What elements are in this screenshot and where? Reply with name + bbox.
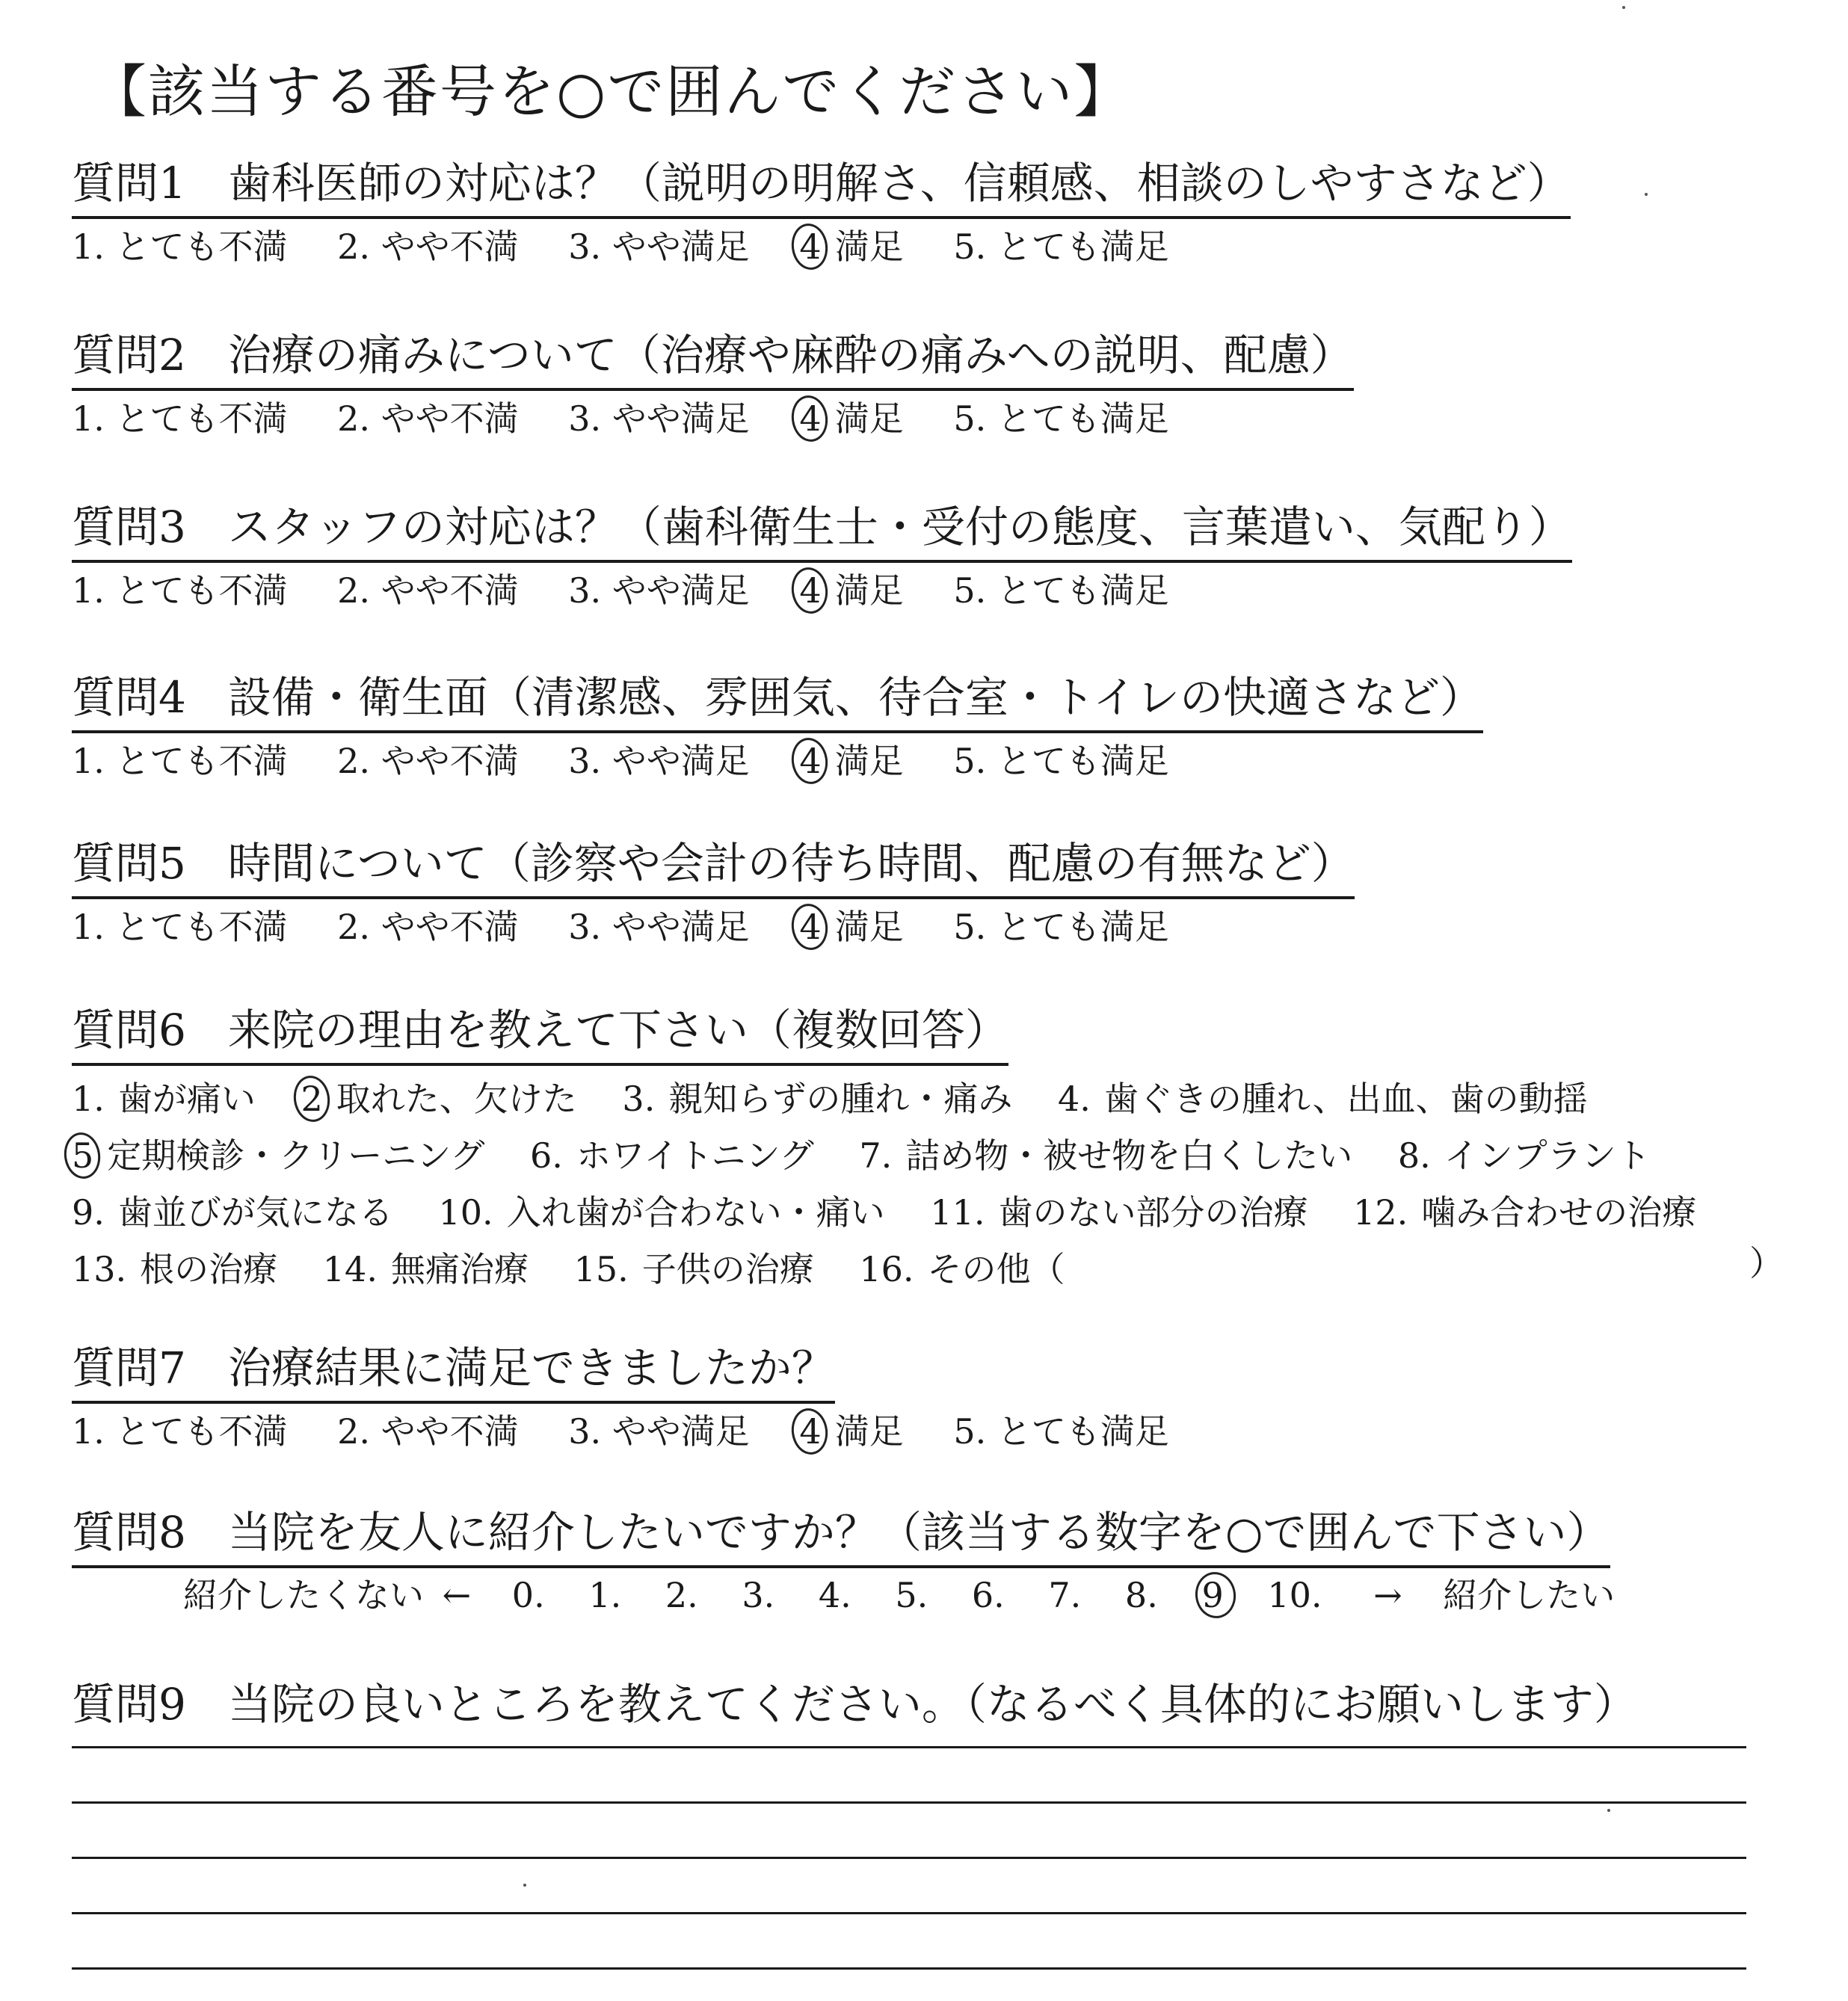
scale-value[interactable]: 4.	[818, 1575, 851, 1615]
question-number: 質問8	[72, 1507, 186, 1558]
arrow-left-icon: ←	[442, 1575, 472, 1615]
q6-option-9[interactable]	[72, 1184, 393, 1241]
q6-option-3[interactable]	[622, 1070, 1012, 1127]
option-5[interactable]: 5. とても満足	[953, 1411, 1169, 1452]
question-heading	[72, 325, 1354, 391]
q6-option-11[interactable]	[930, 1184, 1308, 1241]
answer-line[interactable]	[72, 1967, 1746, 1970]
option-label: 満足	[834, 570, 904, 611]
q6-row-3	[72, 1184, 1731, 1241]
option-number: 6.	[530, 1135, 563, 1176]
option-4-circled[interactable]	[799, 223, 903, 270]
question-heading	[72, 833, 1355, 899]
scan-speck	[523, 1884, 526, 1887]
scan-speck	[1607, 1809, 1610, 1812]
question-6	[72, 1000, 1731, 1298]
question-text: 時間について（診察や会計の待ち時間、配慮の有無など）	[227, 838, 1355, 889]
question-heading	[72, 1338, 835, 1404]
rating-options	[72, 904, 1355, 950]
scale-value[interactable]: 5.	[895, 1575, 928, 1615]
q6-row-2	[72, 1127, 1731, 1184]
option-label: 歯のない部分の治療	[998, 1192, 1308, 1233]
option-number: 4	[799, 570, 822, 611]
question-number: 質問3	[72, 502, 186, 552]
option-4-circled[interactable]	[799, 904, 903, 950]
option-number: 8.	[1397, 1135, 1431, 1176]
answer-line[interactable]	[72, 1857, 1746, 1859]
option-5[interactable]: 5. とても満足	[953, 398, 1169, 439]
option-number: 15.	[573, 1249, 629, 1289]
option-5[interactable]: 5. とても満足	[953, 570, 1169, 611]
scale-value-circled[interactable]	[1201, 1575, 1223, 1615]
option-1[interactable]: 1. とても不満	[72, 226, 288, 267]
option-2[interactable]: 2. やや不満	[337, 226, 519, 267]
option-2[interactable]: 2. やや不満	[337, 570, 519, 611]
recommend-scale	[183, 1568, 1615, 1618]
question-heading	[72, 497, 1572, 563]
option-4-circled[interactable]	[799, 567, 903, 614]
question-text: 治療結果に満足できましたか？	[227, 1342, 835, 1393]
option-number: 2	[301, 1079, 323, 1119]
option-1[interactable]: 1. とても不満	[72, 398, 288, 439]
option-number: 9.	[72, 1192, 105, 1233]
question-8	[72, 1502, 1610, 1568]
q6-option-7[interactable]	[859, 1127, 1352, 1184]
option-3[interactable]: 3. やや満足	[568, 907, 750, 947]
option-5[interactable]: 5. とても満足	[953, 907, 1169, 947]
question-5	[72, 833, 1355, 950]
scan-speck	[1622, 6, 1625, 9]
option-number: 11.	[930, 1192, 985, 1233]
option-4-circled[interactable]	[799, 395, 903, 442]
option-label: 取れた、欠けた	[336, 1079, 577, 1119]
option-number: 5	[72, 1135, 94, 1176]
option-label: 満足	[834, 741, 904, 781]
question-text: 当院を友人に紹介したいですか？（該当する数字を○で囲んで下さい）	[227, 1507, 1610, 1558]
question-number: 質問6	[72, 1005, 186, 1055]
option-2[interactable]: 2. やや不満	[337, 1411, 519, 1452]
question-text: 設備・衛生面（清潔感、雰囲気、待合室・トイレの快適さなど）	[227, 672, 1484, 723]
question-number: 質問9	[72, 1679, 186, 1730]
q6-option-16-other[interactable]	[859, 1241, 1065, 1298]
option-label: インプラント	[1444, 1135, 1651, 1176]
option-1[interactable]: 1. とても不満	[72, 570, 288, 611]
question-heading	[72, 1674, 1637, 1734]
scan-speck	[1645, 193, 1648, 196]
option-number: 7.	[859, 1135, 893, 1176]
option-label: 満足	[834, 398, 904, 439]
option-number: 13.	[72, 1249, 127, 1289]
option-2[interactable]: 2. やや不満	[337, 907, 519, 947]
option-number: 1.	[72, 1079, 105, 1119]
rating-options	[72, 223, 1571, 270]
question-number: 質問1	[72, 158, 186, 209]
question-3	[72, 497, 1572, 614]
answer-line[interactable]	[72, 1912, 1746, 1914]
question-number: 質問4	[72, 672, 186, 723]
option-number: 14.	[322, 1249, 378, 1289]
option-number: 12.	[1353, 1192, 1408, 1233]
question-heading	[72, 153, 1571, 219]
question-7	[72, 1338, 1208, 1455]
option-1[interactable]: 1. とても不満	[72, 1411, 288, 1452]
option-label: 子供の治療	[641, 1249, 814, 1289]
q6-option-1[interactable]	[72, 1070, 256, 1127]
rating-options	[72, 738, 1483, 784]
option-4-circled[interactable]	[799, 738, 903, 784]
scale-value[interactable]: 10.	[1267, 1575, 1322, 1615]
rating-options	[72, 1408, 1208, 1455]
option-5[interactable]: 5. とても満足	[953, 226, 1169, 267]
rating-options	[72, 567, 1572, 614]
option-label: 無痛治療	[390, 1249, 529, 1289]
question-2	[72, 325, 1354, 442]
question-number: 質問7	[72, 1342, 186, 1393]
option-number: 4.	[1057, 1079, 1091, 1119]
arrow-right-icon: →	[1373, 1575, 1402, 1615]
question-text: 当院の良いところを教えてください。（なるべく具体的にお願いします）	[227, 1679, 1637, 1730]
q6-option-12[interactable]	[1353, 1184, 1696, 1241]
answer-line[interactable]	[72, 1746, 1746, 1748]
option-label: 満足	[834, 1411, 904, 1452]
option-label: その他（	[927, 1249, 1065, 1289]
option-number: 9	[1201, 1575, 1224, 1615]
q6-option-15[interactable]	[574, 1241, 814, 1298]
option-label: 満足	[834, 907, 904, 947]
question-heading	[72, 1502, 1610, 1568]
question-heading	[72, 1000, 1008, 1066]
scale-right-label: 紹介したい	[1443, 1575, 1616, 1615]
option-label: 親知らずの腫れ・痛み	[668, 1079, 1013, 1119]
option-label: 歯が痛い	[117, 1079, 256, 1119]
scale-value[interactable]: 8.	[1124, 1575, 1158, 1615]
question-4	[72, 667, 1483, 784]
question-text: 治療の痛みについて（治療や麻酔の痛みへの説明、配慮）	[227, 330, 1354, 380]
option-3[interactable]: 3. やや満足	[568, 570, 750, 611]
question-number: 質問5	[72, 838, 186, 889]
option-label: 定期検診・クリーニング	[107, 1135, 485, 1176]
option-label: 歯並びが気になる	[117, 1192, 393, 1233]
scale-value[interactable]: 6.	[971, 1575, 1005, 1615]
option-4-circled[interactable]	[799, 1408, 903, 1455]
q6-row-4	[72, 1241, 1731, 1298]
answer-line[interactable]	[72, 1801, 1746, 1804]
option-3[interactable]: 3. やや満足	[568, 398, 750, 439]
option-1[interactable]: 1. とても不満	[72, 741, 288, 781]
option-number: 4	[799, 226, 822, 267]
option-number: 4	[799, 1411, 822, 1452]
rating-options	[72, 395, 1354, 442]
option-number: 10.	[438, 1192, 493, 1233]
option-label: ホワイトニング	[576, 1135, 814, 1176]
q6-option-10[interactable]	[439, 1184, 885, 1241]
q6-option-14[interactable]	[323, 1241, 529, 1298]
question-1	[72, 153, 1571, 270]
scale-left-label: 紹介したくない	[183, 1575, 424, 1615]
q6-option-6[interactable]	[530, 1127, 814, 1184]
option-2[interactable]: 2. やや不満	[337, 741, 519, 781]
option-number: 4	[799, 398, 822, 439]
question-text: 歯科医師の対応は？（説明の明解さ、信頼感、相談のしやすさなど）	[227, 158, 1571, 209]
option-number: 4	[799, 741, 822, 781]
option-number: 4	[799, 907, 822, 947]
option-label: 満足	[834, 226, 904, 267]
option-number: 3.	[622, 1079, 656, 1119]
option-label: 歯ぐきの腫れ、出血、歯の動揺	[1103, 1079, 1588, 1119]
other-paren-close: ）	[1749, 1243, 1784, 1283]
question-text: 来院の理由を教えて下さい（複数回答）	[227, 1005, 1008, 1055]
option-label: 噛み合わせの治療	[1421, 1192, 1697, 1233]
option-label: 入れ歯が合わない・痛い	[506, 1192, 885, 1233]
option-3[interactable]: 3. やや満足	[568, 741, 750, 781]
option-3[interactable]: 3. やや満足	[568, 1411, 750, 1452]
question-heading	[72, 667, 1483, 733]
page-title: 【該当する番号を○で囲んでください】	[90, 58, 1133, 125]
q6-row-1	[72, 1070, 1731, 1127]
option-3[interactable]: 3. やや満足	[568, 226, 750, 267]
scale-value[interactable]: 0.	[511, 1575, 545, 1615]
option-5[interactable]: 5. とても満足	[953, 741, 1169, 781]
question-text: スタッフの対応は？（歯科衛生士・受付の態度、言葉遣い、気配り）	[227, 502, 1572, 552]
scale-value[interactable]: 7.	[1048, 1575, 1082, 1615]
q6-option-2-circled[interactable]	[301, 1070, 577, 1127]
option-label: 詰め物・被せ物を白くしたい	[905, 1135, 1353, 1176]
q6-option-4[interactable]	[1058, 1070, 1588, 1127]
question-9	[72, 1674, 1637, 1734]
question-number: 質問2	[72, 330, 186, 380]
option-label: 根の治療	[140, 1249, 278, 1289]
scale-value[interactable]: 2.	[665, 1575, 698, 1615]
scale-value[interactable]: 1.	[588, 1575, 622, 1615]
q6-option-5-circled[interactable]	[72, 1127, 484, 1184]
option-2[interactable]: 2. やや不満	[337, 398, 519, 439]
q6-option-8[interactable]	[1398, 1127, 1651, 1184]
q6-option-13[interactable]	[72, 1241, 277, 1298]
scale-value[interactable]: 3.	[742, 1575, 775, 1615]
option-number: 16.	[859, 1249, 914, 1289]
option-1[interactable]: 1. とても不満	[72, 907, 288, 947]
